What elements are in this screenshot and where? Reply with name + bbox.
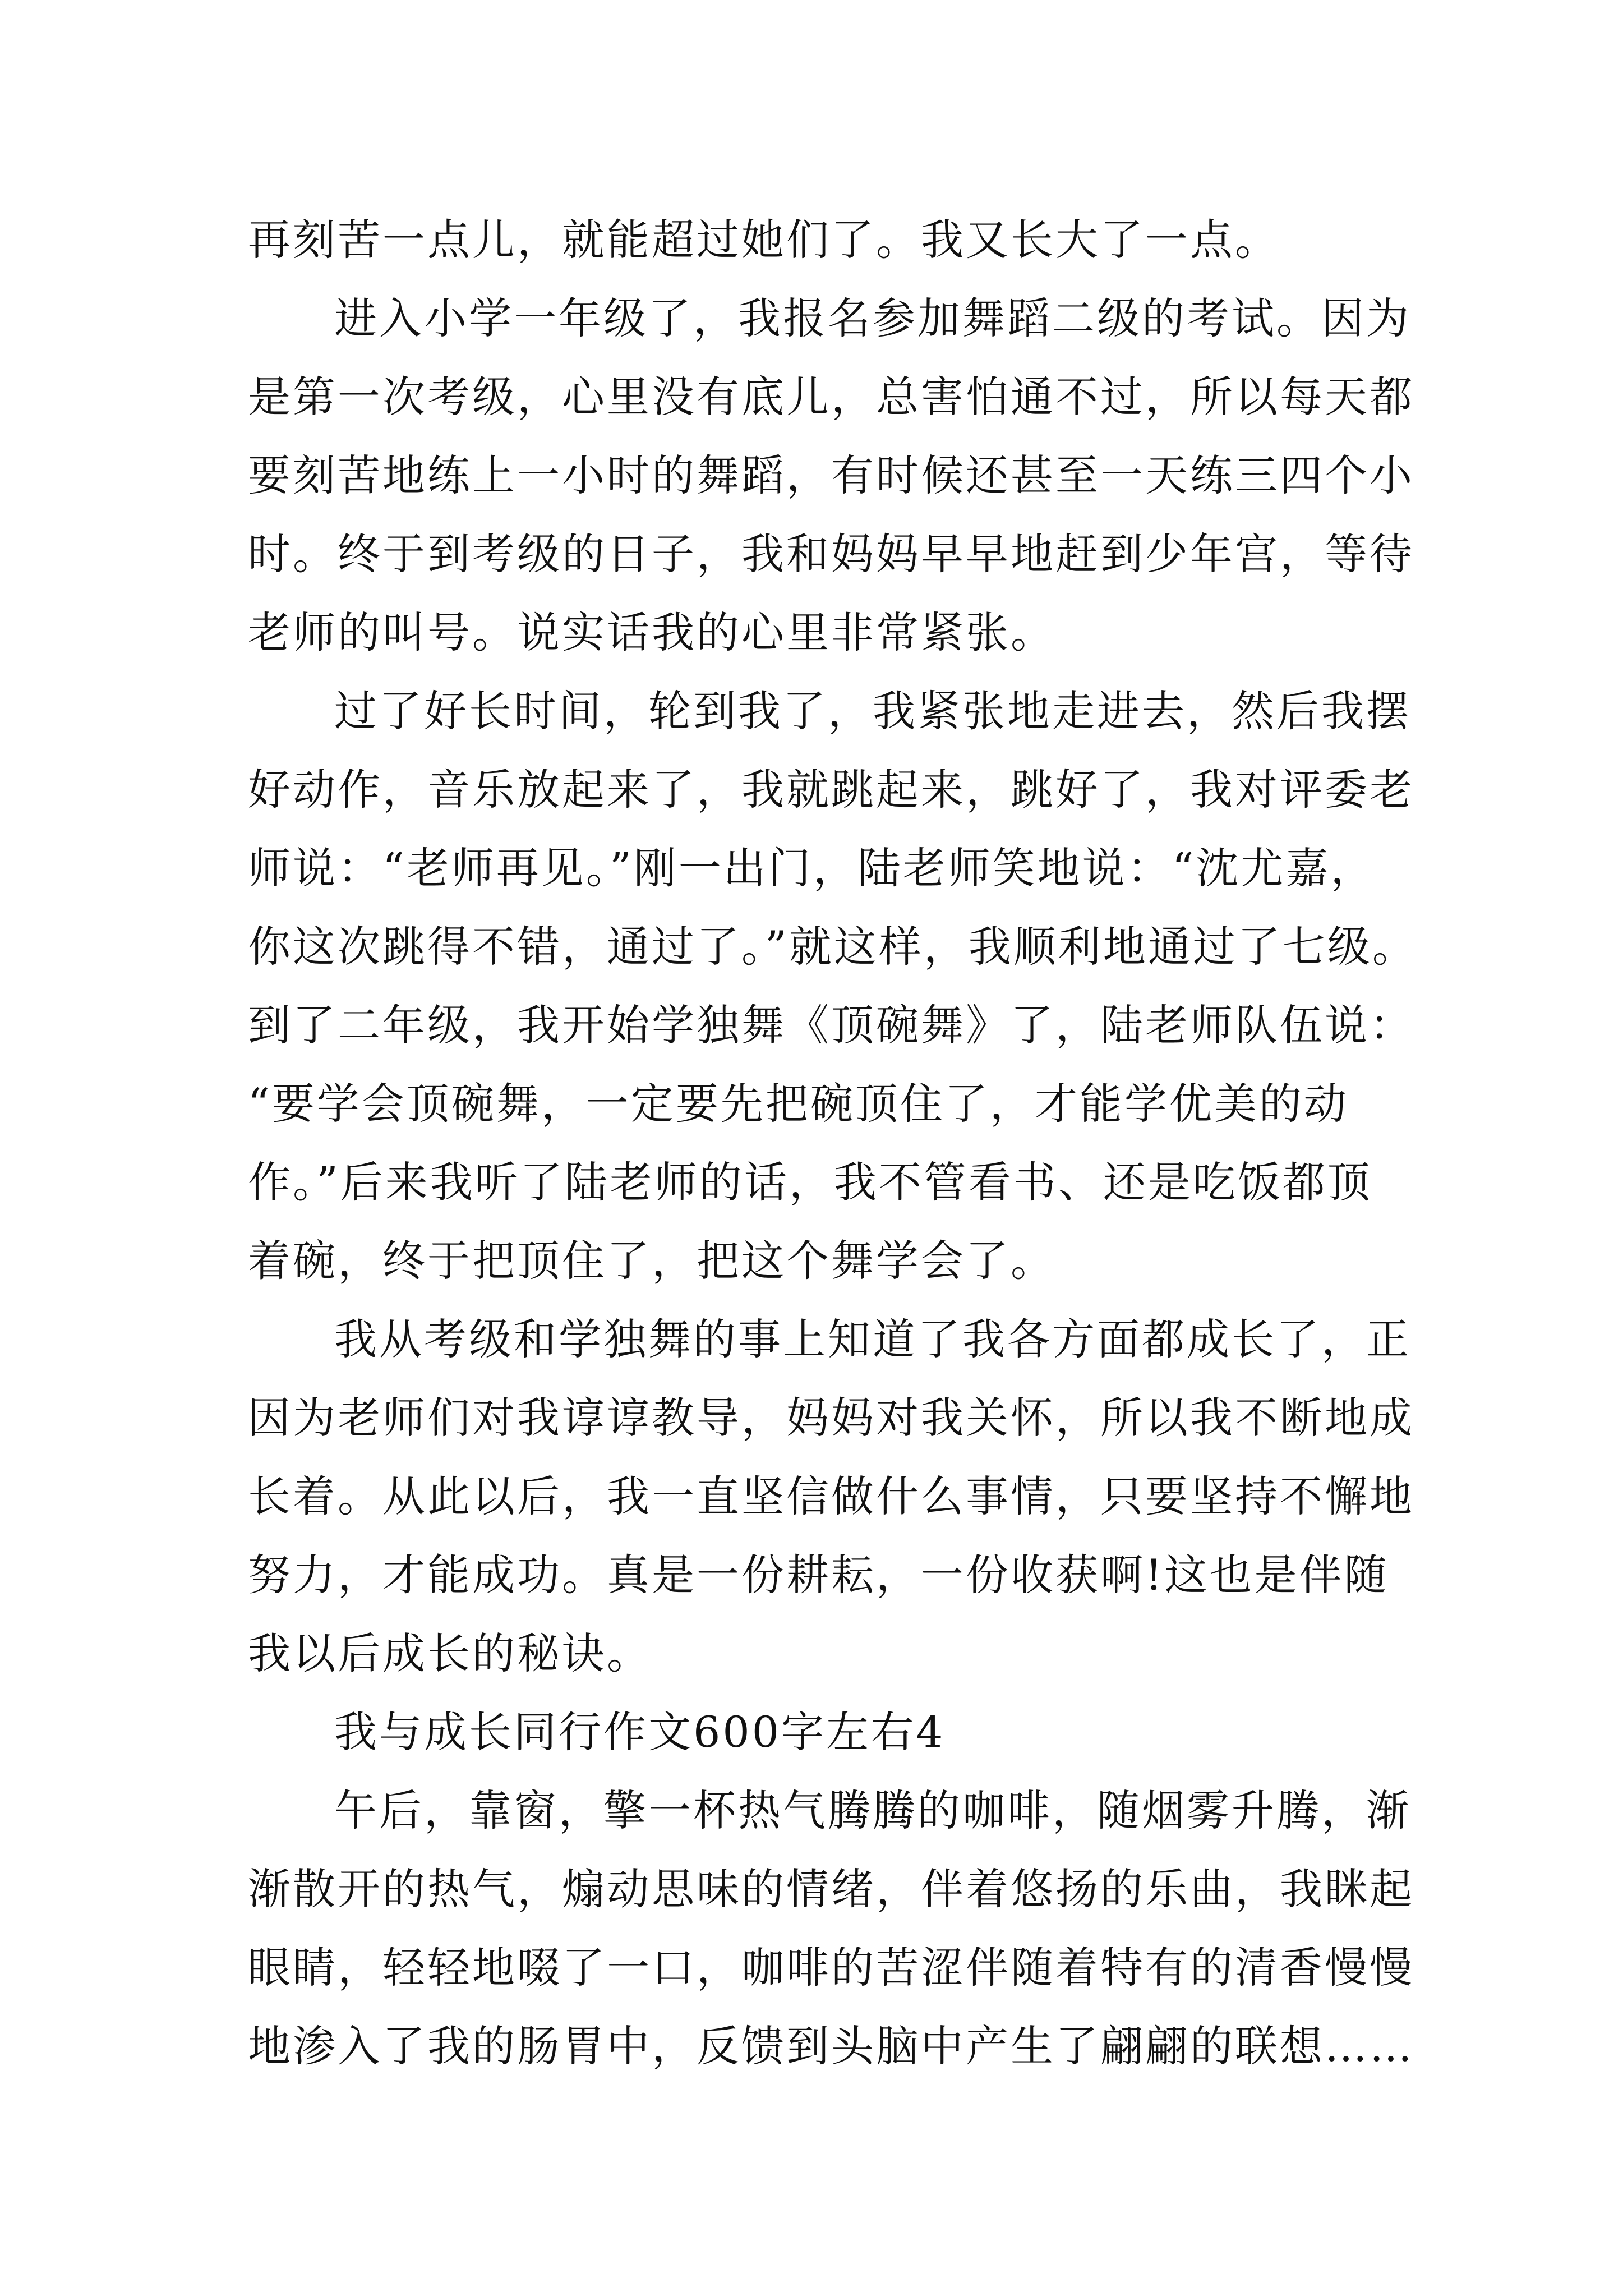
text-line: 午后，靠窗，擎一杯热气腾腾的咖啡，随烟雾升腾，渐 <box>334 1786 1411 1835</box>
text-line: 作。”后来我听了陆老师的话，我不管看书、还是吃饭都顶 <box>248 1157 1372 1207</box>
text-line: 好动作，音乐放起来了，我就跳起来，跳好了，我对评委老 <box>248 765 1414 815</box>
text-line: 再刻苦一点儿，就能超过她们了。我又长大了一点。 <box>248 215 1280 265</box>
text-line: 我以后成长的秘诀。 <box>248 1628 652 1678</box>
text-line: 渐散开的热气，煽动思味的情绪，伴着悠扬的乐曲，我眯起 <box>248 1864 1414 1914</box>
text-line: 时。终于到考级的日子，我和妈妈早早地赶到少年宫，等待 <box>248 529 1414 579</box>
text-line: 是第一次考级，心里没有底儿，总害怕通不过，所以每天都 <box>248 372 1414 422</box>
text-line: 着碗，终于把顶住了，把这个舞学会了。 <box>248 1236 1055 1286</box>
text-line: “要学会顶碗舞，一定要先把碗顶住了，才能学优美的动 <box>248 1079 1349 1129</box>
text-line: 因为老师们对我谆谆教导，妈妈对我关怀，所以我不断地成 <box>248 1393 1414 1443</box>
section-heading: 我与成长同行作文600字左右4 <box>334 1707 946 1757</box>
text-line: 眼睛，轻轻地啜了一口，咖啡的苦涩伴随着特有的清香慢慢 <box>248 1943 1414 1993</box>
text-line: 老师的叫号。说实话我的心里非常紧张。 <box>248 608 1055 657</box>
text-line: 我从考级和学独舞的事上知道了我各方面都成长了，正 <box>334 1314 1411 1364</box>
text-line: 地渗入了我的肠胃中，反馈到头脑中产生了翩翩的联想…… <box>248 2021 1414 2071</box>
text-line: 过了好长时间，轮到我了，我紧张地走进去，然后我摆 <box>334 686 1411 736</box>
text-line: 到了二年级，我开始学独舞《顶碗舞》了，陆老师队伍说： <box>248 1000 1414 1050</box>
text-line: 你这次跳得不错，通过了。”就这样，我顺利地通过了七级。 <box>248 922 1417 972</box>
text-line: 长着。从此以后，我一直坚信做什么事情，只要坚持不懈地 <box>248 1471 1414 1521</box>
text-line: 努力，才能成功。真是一份耕耘，一份收获啊!这也是伴随 <box>248 1550 1389 1600</box>
text-line: 要刻苦地练上一小时的舞蹈，有时候还甚至一天练三四个小 <box>248 450 1414 500</box>
text-line: 进入小学一年级了，我报名参加舞蹈二级的考试。因为 <box>334 293 1411 343</box>
text-line: 师说：“老师再见。”刚一出门，陆老师笑地说：“沈尤嘉， <box>248 843 1376 893</box>
